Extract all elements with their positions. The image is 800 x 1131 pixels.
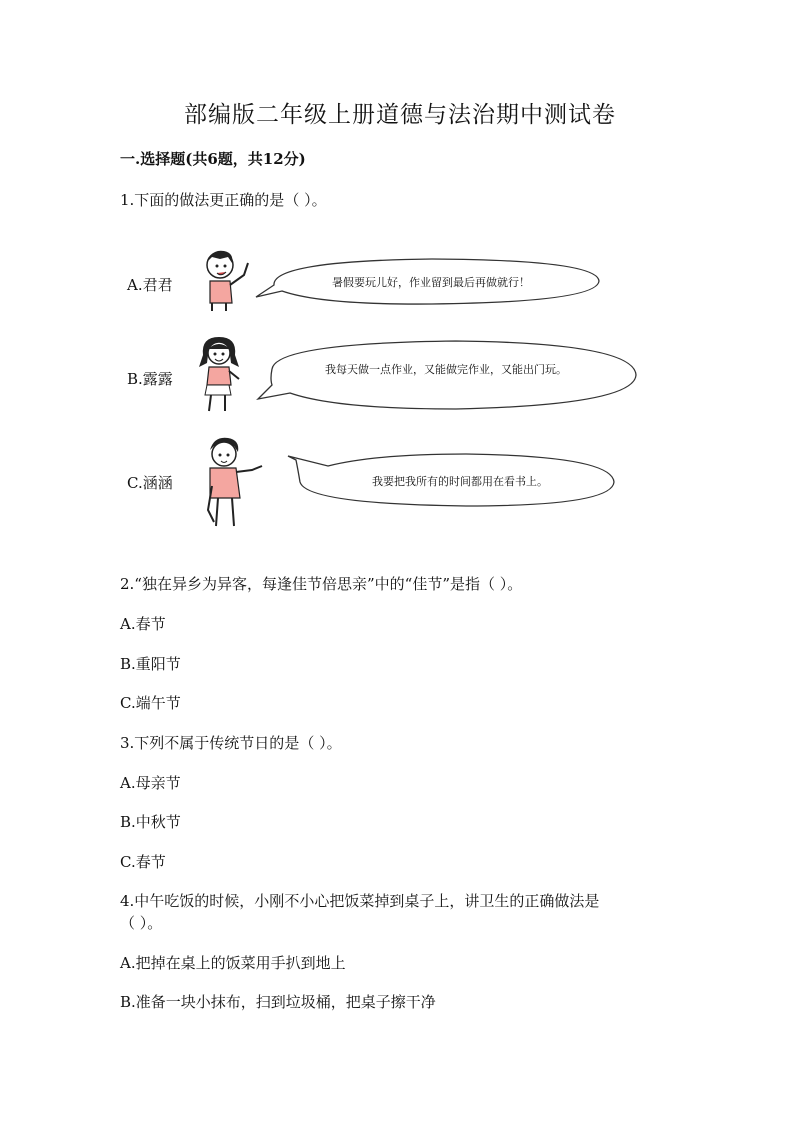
question-4-stem-line2: （ ）。 (120, 914, 163, 932)
boy-pointing-icon (198, 245, 258, 315)
q2-option-b[interactable]: B.重阳节 (120, 655, 181, 673)
speech-text-c: 我要把我所有的时间都用在看书上。 (372, 475, 548, 488)
q3-option-c[interactable]: C.春节 (120, 853, 166, 871)
speech-text-b: 我每天做一点作业，又能做完作业，又能出门玩。 (325, 363, 567, 376)
question-1-stem: 1.下面的做法更正确的是（ ）。 (120, 191, 327, 209)
q1-option-c-label: C.涵涵 (127, 474, 173, 492)
q2-option-c[interactable]: C.端午节 (120, 694, 181, 712)
q1-option-a-label: A.君君 (127, 276, 173, 294)
boy-pointing-icon (200, 436, 270, 530)
question-4-stem-line1: 4.中午吃饭的时候，小刚不小心把饭菜掉到桌子上，讲卫生的正确做法是 (120, 892, 600, 910)
q1-option-b-label: B.露露 (127, 370, 173, 388)
question-3-stem: 3.下列不属于传统节日的是（ ）。 (120, 734, 342, 752)
section-heading: 一.选择题(共6题，共12分) (120, 150, 306, 168)
speech-text-a: 暑假要玩儿好，作业留到最后再做就行！ (332, 276, 530, 289)
page-title: 部编版二年级上册道德与法治期中测试卷 (184, 102, 616, 128)
q1-option-b[interactable] (120, 333, 660, 423)
q3-option-a[interactable]: A.母亲节 (120, 774, 181, 792)
girl-icon (195, 333, 255, 417)
q4-option-a[interactable]: A.把掉在桌上的饭菜用手扒到地上 (120, 954, 346, 972)
q1-option-a[interactable] (120, 245, 660, 335)
q4-option-b[interactable]: B.准备一块小抹布，扫到垃圾桶，把桌子擦干净 (120, 993, 436, 1011)
question-2-stem: 2.“独在异乡为异客，每逢佳节倍思亲”中的“佳节”是指（ ）。 (120, 575, 523, 593)
q2-option-a[interactable]: A.春节 (120, 615, 166, 633)
q3-option-b[interactable]: B.中秋节 (120, 813, 181, 831)
q1-option-c[interactable] (120, 436, 660, 526)
